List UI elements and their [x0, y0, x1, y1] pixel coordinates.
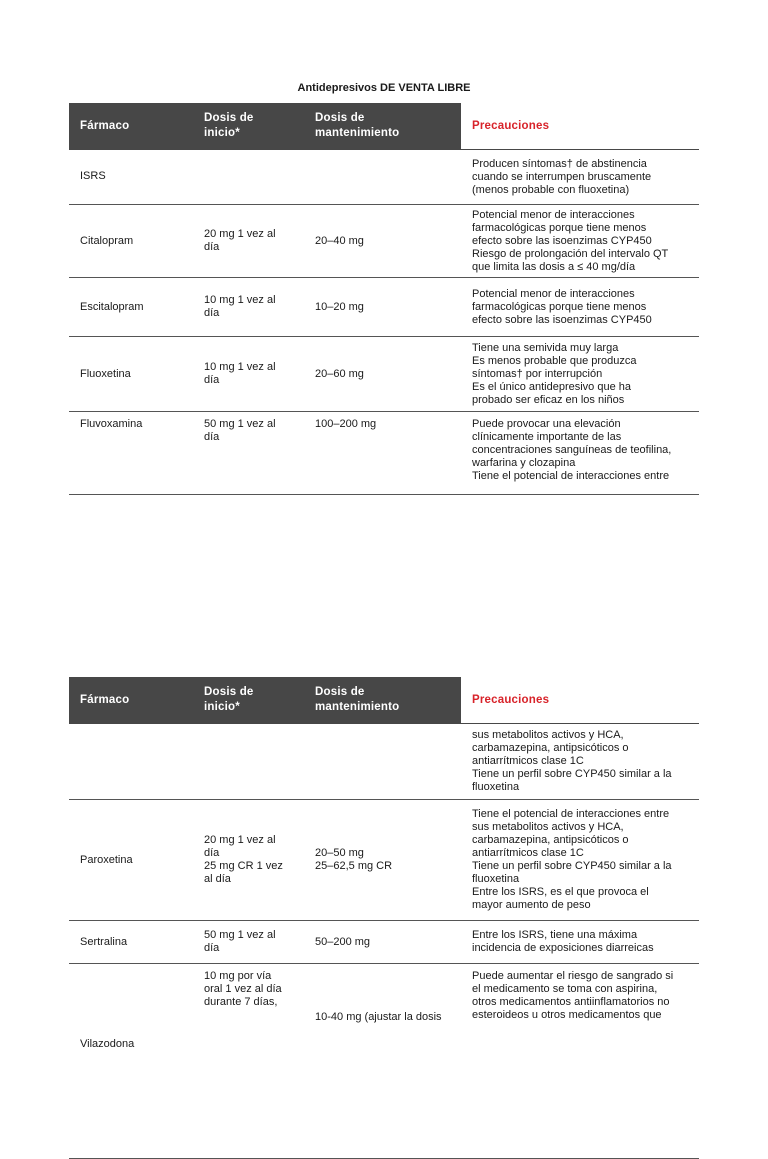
cell-drug: Sertralina: [69, 921, 193, 964]
document-title: Antidepresivos DE VENTA LIBRE: [297, 82, 471, 94]
cell-drug: Citalopram: [69, 205, 193, 278]
cell-precautions: Potencial menor de interacciones farmacológicas porque tiene menos efecto sobre las isoenzimas CYP450: [461, 278, 699, 337]
cell-start-dose: 10 mg por vía oral 1 vez al día durante 7 días,: [193, 964, 304, 1159]
cell-precautions: Tiene el potencial de interacciones entre sus metabolitos activos y HCA, carbamazepina, antipsicóticos o antiarrítmicos clase 1C Tiene un perfil sobre CYP450 similar a la fluoxetina Entre los ISRS, es el que provoca el mayor aumento de peso: [461, 800, 699, 921]
header-precautions: Precauciones: [461, 103, 699, 150]
cell-maintenance: [304, 150, 461, 205]
cell-start-dose: 50 mg 1 vez al día: [193, 412, 304, 495]
cell-start-dose: 10 mg 1 vez al día: [193, 278, 304, 337]
cell-start-dose: [193, 724, 304, 800]
cell-precautions: sus metabolitos activos y HCA, carbamazepina, antipsicóticos o antiarrítmicos clase 1C Tiene un perfil sobre CYP450 similar a la fluoxetina: [461, 724, 699, 800]
cell-start-dose: 50 mg 1 vez al día: [193, 921, 304, 964]
cell-precautions: Entre los ISRS, tiene una máxima incidencia de exposiciones diarreicas: [461, 921, 699, 964]
cell-maintenance: 50–200 mg: [304, 921, 461, 964]
cell-precautions: Potencial menor de interacciones farmacológicas porque tiene menos efecto sobre las isoenzimas CYP450 Riesgo de prolongación del intervalo QT que limita las dosis a ≤ 40 mg/día: [461, 205, 699, 278]
table-row: [69, 724, 699, 800]
cell-start-dose: [193, 150, 304, 205]
cell-drug: Fluvoxamina: [69, 412, 193, 495]
table-row: [69, 278, 699, 337]
cell-drug: ISRS: [69, 150, 193, 205]
table-row: [69, 337, 699, 412]
table-header-row: [69, 103, 699, 150]
header-start-dose: Dosis de inicio*: [193, 103, 304, 150]
table-row: [69, 412, 699, 495]
cell-precautions: Puede aumentar el riesgo de sangrado si el medicamento se toma con aspirina, otros medicamentos antiinflamatorios no esteroideos u otros medicamentos que: [461, 964, 699, 1159]
header-maintenance: Dosis de mantenimiento: [304, 677, 461, 724]
drug-table-1: [69, 103, 699, 495]
cell-start-dose: 10 mg 1 vez al día: [193, 337, 304, 412]
table-row: [69, 205, 699, 278]
cell-precautions: Tiene una semivida muy larga Es menos probable que produzca síntomas† por interrupción Es el único antidepresivo que ha probado ser eficaz en los niños: [461, 337, 699, 412]
cell-maintenance: 20–60 mg: [304, 337, 461, 412]
cell-drug: Fluoxetina: [69, 337, 193, 412]
cell-drug: [69, 724, 193, 800]
table-row: [69, 800, 699, 921]
table-header-row: [69, 677, 699, 724]
header-maintenance: Dosis de mantenimiento: [304, 103, 461, 150]
cell-maintenance: [304, 724, 461, 800]
cell-precautions: Puede provocar una elevación clínicamente importante de las concentraciones sanguíneas de teofilina, warfarina y clozapina Tiene el potencial de interacciones entre: [461, 412, 699, 495]
cell-start-dose: 20 mg 1 vez al día 25 mg CR 1 vez al día: [193, 800, 304, 921]
cell-maintenance: 10–20 mg: [304, 278, 461, 337]
cell-drug: Vilazodona: [69, 964, 193, 1159]
header-drug: Fármaco: [69, 103, 193, 150]
table-row: [69, 921, 699, 964]
drug-table-2: [69, 677, 699, 1159]
cell-maintenance: 10-40 mg (ajustar la dosis: [304, 964, 461, 1159]
header-precautions: Precauciones: [461, 677, 699, 724]
cell-maintenance: 20–40 mg: [304, 205, 461, 278]
header-drug: Fármaco: [69, 677, 193, 724]
cell-drug: Paroxetina: [69, 800, 193, 921]
cell-maintenance: 100–200 mg: [304, 412, 461, 495]
cell-maintenance: 20–50 mg 25–62,5 mg CR: [304, 800, 461, 921]
cell-precautions: Producen síntomas† de abstinencia cuando se interrumpen bruscamente (menos probable con fluoxetina): [461, 150, 699, 205]
header-start-dose: Dosis de inicio*: [193, 677, 304, 724]
table-row: [69, 150, 699, 205]
cell-start-dose: 20 mg 1 vez al día: [193, 205, 304, 278]
table-row: [69, 964, 699, 1159]
cell-drug: Escitalopram: [69, 278, 193, 337]
